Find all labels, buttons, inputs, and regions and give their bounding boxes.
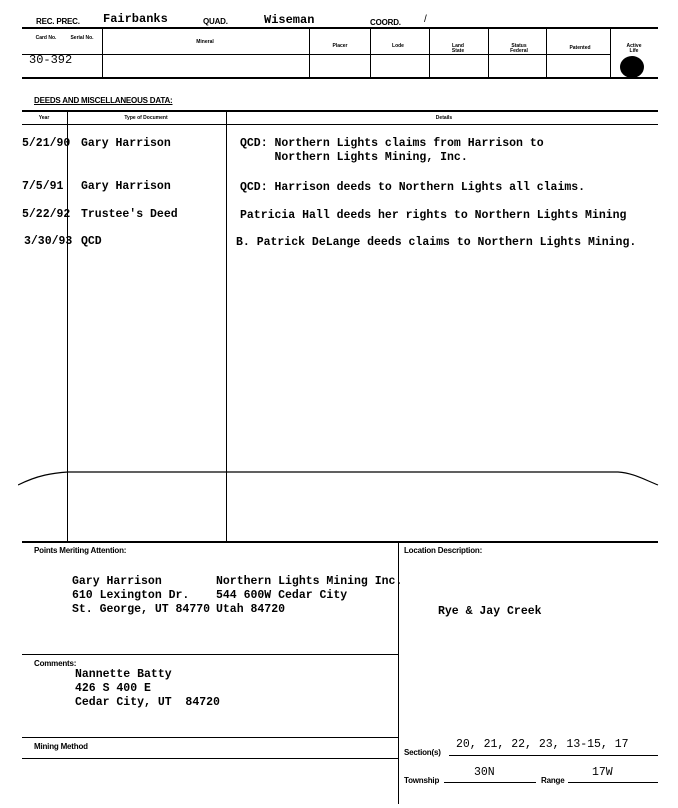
deeds-top-rule (22, 110, 658, 112)
points-right-line: Utah 84720 (216, 603, 286, 616)
township-label: Township (404, 776, 440, 785)
coord-label: COORD. (370, 18, 401, 27)
col-serial-no: Serial No. (70, 35, 94, 41)
col-card-no: Card No. (35, 35, 57, 41)
deed-details: QCD: Northern Lights claims from Harrison to (240, 137, 544, 150)
comments-top-rule (22, 654, 398, 655)
deed-year: 7/5/91 (22, 180, 64, 193)
col-mineral: Mineral (196, 39, 214, 45)
points-label: Points Meriting Attention: (34, 546, 127, 555)
hole-punch-mark (620, 56, 644, 78)
col-status-federal: Status Federal (510, 43, 528, 54)
points-left-line: St. George, UT 84770 (72, 603, 211, 616)
header-bottom-rule (22, 77, 658, 79)
bottom-top-rule (22, 541, 658, 543)
deed-type: QCD (81, 235, 102, 248)
township-value: 30N (474, 766, 495, 779)
col-divider (429, 28, 430, 77)
col-land-state: Land State (451, 43, 465, 54)
col-placer: Placer (332, 43, 348, 49)
mining-method-bottom-rule (22, 758, 398, 759)
points-left-line: 610 Lexington Dr. (72, 589, 190, 602)
location-label: Location Description: (404, 546, 483, 555)
col-lode: Lode (392, 43, 404, 49)
col-divider (309, 28, 310, 77)
sections-label: Section(s) (404, 748, 441, 757)
sections-value: 20, 21, 22, 23, 13-15, 17 (456, 738, 629, 751)
comments-line: Nannette Batty (75, 668, 172, 681)
header-mid-rule (22, 54, 610, 55)
deed-details: Patricia Hall deeds her rights to Northern Lights Mining (240, 209, 627, 222)
rec-prec-value: Fairbanks (103, 12, 168, 26)
deeds-section-title: DEEDS AND MISCELLANEOUS DATA: (34, 96, 173, 105)
range-label: Range (541, 776, 565, 785)
range-value: 17W (592, 766, 613, 779)
deed-year: 5/21/90 (22, 137, 71, 150)
quad-value: Wiseman (264, 13, 315, 27)
deed-details: QCD: Harrison deeds to Northern Lights all claims. (240, 181, 586, 194)
deed-type: Gary Harrison (81, 180, 171, 193)
deed-year: 5/22/92 (22, 208, 71, 221)
col-divider (102, 28, 103, 77)
mining-method-top-rule (22, 737, 398, 738)
mining-method-label: Mining Method (34, 742, 88, 751)
points-left-line: Gary Harrison (72, 575, 162, 588)
deed-type: Gary Harrison (81, 137, 171, 150)
deeds-col-details: Details (435, 115, 453, 121)
col-active-life: Active Life (626, 43, 642, 54)
points-right-line: Northern Lights Mining Inc. (216, 575, 403, 588)
quad-label: QUAD. (203, 17, 228, 26)
rec-prec-label: REC. PREC. (36, 17, 80, 26)
comments-line: 426 S 400 E (75, 682, 151, 695)
township-underline (444, 782, 536, 783)
tear-line (18, 465, 660, 495)
coord-value: / (424, 14, 427, 25)
deed-details: B. Patrick DeLange deeds claims to Northern Lights Mining. (236, 236, 637, 249)
deed-type: Trustee's Deed (81, 208, 178, 221)
deeds-col-year: Year (38, 115, 50, 121)
comments-label: Comments: (34, 659, 77, 668)
range-underline (568, 782, 658, 783)
header-top-rule (22, 27, 658, 29)
comments-line: Cedar City, UT 84720 (75, 696, 220, 709)
points-right-line: 544 600W Cedar City (216, 589, 348, 602)
location-value: Rye & Jay Creek (438, 605, 542, 618)
col-divider (610, 28, 611, 77)
sections-underline (449, 755, 658, 756)
deeds-col-type: Type of Document (124, 115, 168, 121)
col-divider (488, 28, 489, 77)
col-patented: Patented (569, 45, 591, 51)
deed-year: 3/30/93 (24, 235, 73, 248)
card-no-value: 30-392 (29, 53, 73, 67)
deed-details-cont: Northern Lights Mining, Inc. (240, 151, 468, 164)
deeds-header-rule (22, 124, 658, 125)
col-divider (546, 28, 547, 77)
col-divider (370, 28, 371, 77)
